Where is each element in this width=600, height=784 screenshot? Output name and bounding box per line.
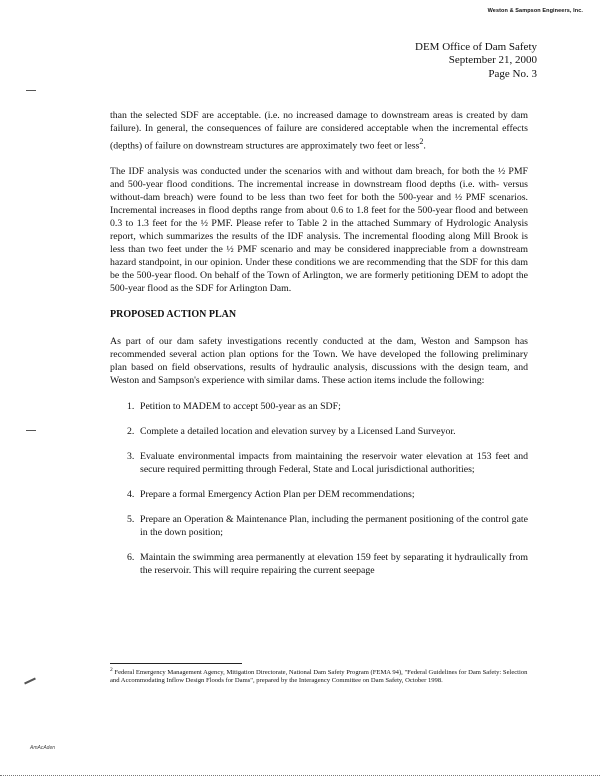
section-heading: PROPOSED ACTION PLAN — [110, 309, 237, 321]
header-date: September 21, 2000 — [448, 54, 537, 67]
list-item-text: Evaluate environmental impacts from maintaining the reservoir water elevation at 153 feet and secure required permitting through Federal, State and Local jurisdictional authorities; — [140, 451, 528, 476]
margin-scribble: AmAcAden — [30, 745, 56, 751]
list-item — [110, 551, 528, 577]
paragraph-idf-analysis: The IDF analysis was conducted under the scenarios with and without dam breach, for both the ½ PMF and 500-year flood conditions. The incremental increase in downstream flood depths (i.e. with- versus without-dam breach) were found to be less than two feet for both the 500-year and ½ PMF scenarios. Incremental increases in flood depths range from about 0.6 to 1.8 feet for the 500-year flood and between 0.3 to 1.3 feet for the ½ PMF. Please refer to Table 2 in the attached Summary of Hydrologic Analysis report, which summarizes the results of the IDF analysis. The incremental flooding along Mill Brook is less than two feet under the ½ PMF scenario and may be considered inappreciable from a downstream hazard standpoint, in our opinion. Under these conditions we are recommending that the SDF for this dam be the 500-year flood. On behalf of the Town of Arlington, we are formerly petitioning DEM to adopt the 500-year flood as the SDF for Arlington Dam. — [110, 166, 528, 295]
list-item — [110, 488, 528, 501]
footnote-divider — [110, 663, 242, 664]
list-item-number: 1. — [127, 401, 135, 413]
list-item-text: Maintain the swimming area permanently at elevation 159 feet by separating it hydraulically from the reservoir. This will require repairing the current seepage — [140, 552, 528, 577]
margin-mark — [26, 90, 36, 91]
list-item-number: 5. — [127, 514, 135, 526]
list-item-text: Prepare a formal Emergency Action Plan per DEM recommendations; — [140, 489, 415, 501]
list-item — [110, 400, 528, 413]
list-item-number: 4. — [127, 489, 135, 501]
footnote-ref: 2 — [419, 137, 424, 146]
letter-header — [415, 41, 537, 81]
letter-body — [110, 109, 528, 589]
margin-mark — [26, 430, 36, 431]
list-item — [110, 425, 528, 438]
paragraph-end: . — [423, 140, 426, 152]
footnote-number: 2 — [110, 667, 113, 673]
page-edge — [0, 775, 600, 777]
list-item-text: Petition to MADEM to accept 500-year as an SDF; — [140, 401, 341, 413]
header-page-number: Page No. 3 — [488, 67, 537, 80]
list-item-text: Complete a detailed location and elevation survey by a Licensed Land Surveyor. — [140, 426, 456, 438]
list-item-number: 2. — [127, 426, 135, 438]
list-item-number: 3. — [127, 451, 135, 463]
action-items-list — [110, 400, 528, 577]
header-recipient: DEM Office of Dam Safety — [415, 41, 537, 53]
list-item — [110, 513, 528, 539]
margin-mark — [24, 678, 36, 685]
list-item-text: Prepare an Operation & Maintenance Plan, including the permanent positioning of the control gate in the down position; — [140, 514, 528, 539]
paragraph-text: than the selected SDF are acceptable. (i.e. no increased damage to downstream areas is created by dam failure). In general, the consequences of failure are considered acceptable when the incremental effects (depths) of failure on downstream structures are approximately two feet or less — [110, 110, 528, 152]
paragraph-action-plan-intro: As part of our dam safety investigations recently conducted at the dam, Weston and Sampson has recommended several action plan options for the Town. We have developed the following preliminary plan based on field observations, results of hydraulic analysis, discussions with the design team, and Weston and Sampson's experience with similar dams. These action items include the following: — [110, 336, 528, 387]
list-item — [110, 450, 528, 476]
footnote — [110, 666, 530, 686]
list-item-number: 6. — [127, 552, 135, 564]
paragraph-sdf-acceptable — [110, 109, 528, 152]
firm-name: Weston & Sampson Engineers, Inc. — [487, 8, 583, 14]
footnote-text: Federal Emergency Management Agency, Mitigation Directorate, National Dam Safety Program (FEMA 94), "Federal Guidelines for Dam Safety: Selection and Accommodating Inflow Design Floods for Dams", prepared by the Interagency Committee on Dam Safety, October 1998. — [110, 669, 528, 685]
